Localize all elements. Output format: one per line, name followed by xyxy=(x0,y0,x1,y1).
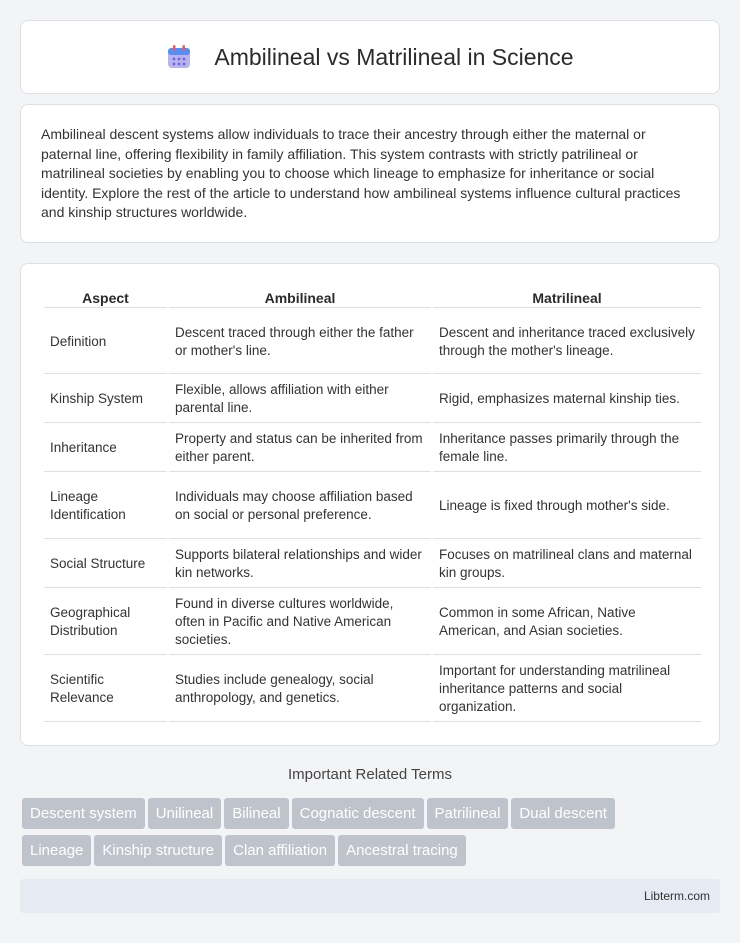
row-matrilineal: Common in some African, Native American, and Asian societies. xyxy=(433,590,701,655)
row-ambilineal: Studies include genealogy, social anthropology, and genetics. xyxy=(169,657,431,722)
comparison-table-card xyxy=(20,263,720,746)
row-matrilineal: Lineage is fixed through mother's side. xyxy=(433,474,701,539)
row-matrilineal: Inheritance passes primarily through the female line. xyxy=(433,425,701,472)
row-matrilineal: Important for understanding matrilineal inheritance patterns and social organization. xyxy=(433,657,701,722)
tag-patrilineal[interactable]: Patrilineal xyxy=(427,798,509,829)
row-aspect: Social Structure xyxy=(44,541,167,588)
tag-kinship-structure[interactable]: Kinship structure xyxy=(94,835,222,866)
row-aspect: Geographical Distribution xyxy=(44,590,167,655)
row-ambilineal: Individuals may choose affiliation based on social or personal preference. xyxy=(169,474,431,539)
tag-ancestral-tracing[interactable]: Ancestral tracing xyxy=(338,835,466,866)
row-aspect: Inheritance xyxy=(44,425,167,472)
table-row xyxy=(44,310,701,374)
related-terms-title: Important Related Terms xyxy=(288,766,452,783)
intro-card xyxy=(20,104,720,243)
header-card xyxy=(20,20,720,94)
tag-clan-affiliation[interactable]: Clan affiliation xyxy=(225,835,335,866)
related-terms-list xyxy=(22,798,722,872)
header-ambilineal: Ambilineal xyxy=(169,286,431,308)
row-aspect: Scientific Relevance xyxy=(44,657,167,722)
table-row xyxy=(44,376,701,423)
row-ambilineal: Flexible, allows affiliation with either parental line. xyxy=(169,376,431,423)
page-title: Ambilineal vs Matrilineal in Science xyxy=(214,43,574,70)
row-aspect: Definition xyxy=(44,310,167,374)
row-aspect: Lineage Identification xyxy=(44,474,167,539)
tag-lineage[interactable]: Lineage xyxy=(22,835,91,866)
header-aspect: Aspect xyxy=(44,286,167,308)
table-row xyxy=(44,541,701,588)
row-ambilineal: Property and status can be inherited from either parent. xyxy=(169,425,431,472)
tag-dual-descent[interactable]: Dual descent xyxy=(511,798,615,829)
header-matrilineal: Matrilineal xyxy=(433,286,701,308)
table-header-row xyxy=(44,286,701,308)
row-matrilineal: Rigid, emphasizes maternal kinship ties. xyxy=(433,376,701,423)
tag-cognatic-descent[interactable]: Cognatic descent xyxy=(292,798,424,829)
table-row xyxy=(44,474,701,539)
footer xyxy=(20,879,720,913)
table-row xyxy=(44,657,701,722)
comparison-table xyxy=(42,284,703,724)
intro-text: Ambilineal descent systems allow individuals to trace their ancestry through either the maternal or paternal line, offering flexibility in family affiliation. This system contrasts with strictly patrilineal or matrilineal societies by enabling you to choose which lineage to emphasize for inheritance or social identity. Explore the rest of the article to understand how ambilineal systems influence cultural practices and kinship structures worldwide. xyxy=(41,126,681,221)
row-aspect: Kinship System xyxy=(44,376,167,423)
table-row xyxy=(44,425,701,472)
row-matrilineal: Descent and inheritance traced exclusively through the mother's lineage. xyxy=(433,310,701,374)
tag-bilineal[interactable]: Bilineal xyxy=(224,798,288,829)
row-matrilineal: Focuses on matrilineal clans and maternal kin groups. xyxy=(433,541,701,588)
table-row xyxy=(44,590,701,655)
footer-brand-link[interactable]: Libterm.com xyxy=(643,889,710,903)
row-ambilineal: Supports bilateral relationships and wider kin networks. xyxy=(169,541,431,588)
row-ambilineal: Descent traced through either the father or mother's line. xyxy=(169,310,431,374)
row-ambilineal: Found in diverse cultures worldwide, often in Pacific and Native American societies. xyxy=(169,590,431,655)
tag-unilineal[interactable]: Unilineal xyxy=(148,798,222,829)
calendar-icon xyxy=(166,44,192,70)
tag-descent-system[interactable]: Descent system xyxy=(22,798,145,829)
